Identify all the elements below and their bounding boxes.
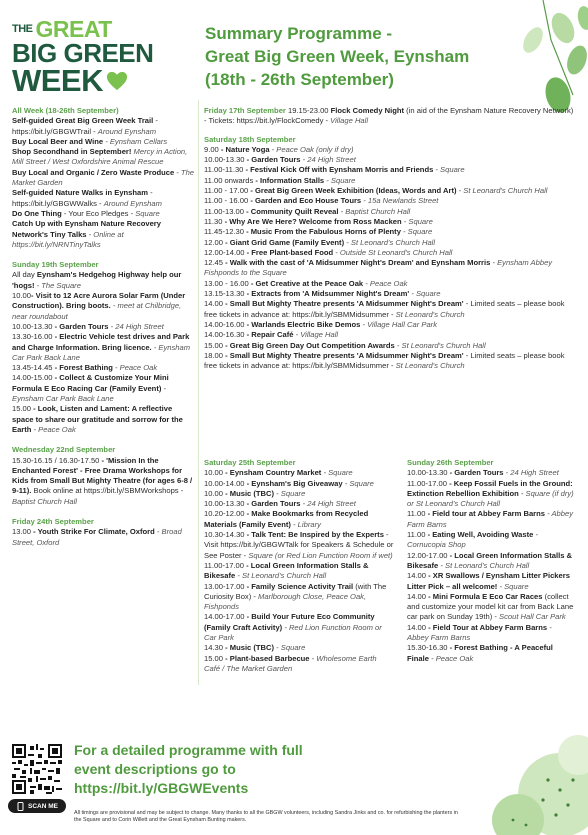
event-location: St Leonard's Church [395, 361, 465, 371]
event-detail: (in aid of the Eynsham Nature Recovery Network) - Tickets: https://bit.ly/FlockComedy - [204, 106, 574, 126]
detailed-programme-callout [74, 741, 384, 798]
event-name: - Repair Café [244, 330, 294, 340]
event-detail: 14.00-16.30 [204, 330, 245, 340]
event-location: - Square [342, 478, 374, 488]
sunday-26-column [407, 458, 575, 664]
event-location: - Square [497, 581, 529, 591]
event-location: - Square [321, 468, 353, 478]
event-name: - Nature Yoga [218, 144, 270, 154]
event-name: - Garden Tours [52, 321, 109, 331]
event-name: Eynsham's Hedgehog Highway help our 'hogs! [12, 270, 182, 290]
event-location: - Cornucopia Shop [407, 530, 538, 550]
event-location: - Library [290, 519, 321, 529]
event-name: Shop Secondhand in September! [12, 147, 132, 157]
event-detail: 11.00 onwards [204, 175, 254, 185]
event-detail: 10.00 [12, 291, 32, 301]
event-location: Mercy in Action, Mill Street / West Oxfordshire Animal Rescue [12, 147, 188, 167]
section-title-saturday-25: Saturday 25th September [204, 458, 296, 467]
event-detail: - https://bit.ly/GBGWTrail - [12, 116, 158, 136]
event-detail: 11.00 - 16.00 [204, 196, 249, 206]
event-item [204, 258, 576, 279]
event-name: - Music From the Fabulous Horns of Plenty [243, 227, 401, 237]
event-item [204, 654, 394, 675]
event-item [204, 499, 394, 509]
event-name: - 'Mission In the Enchanted Forest' - Free Drama Workshops for Kids from Small But Mighty Theatre (for ages 6-8 / 9-11). [12, 455, 193, 496]
event-name: - Family Science Activity Trail [244, 581, 354, 591]
section-title-all-week: All Week (18-26th September) [12, 106, 119, 115]
event-location: - 24 High Street [108, 321, 164, 331]
event-location: - St Leonard's Church Hall [235, 571, 327, 581]
event-item [204, 186, 576, 196]
logo-green: GREEN [63, 38, 154, 68]
event-list [204, 145, 576, 372]
promo-line-1: For a detailed programme with full [74, 742, 303, 758]
event-location: - St Leonard's Church Hall [344, 237, 436, 247]
event-name: - Mini Formula E Eco Car Races [426, 591, 543, 601]
event-detail: 10.30-14.30 [204, 530, 245, 540]
great-big-green-week-logo [12, 18, 162, 96]
page-title [205, 22, 505, 91]
event-location: - Peace Oak (only if dry) [269, 144, 354, 154]
event-detail: 10.00-14.00 [204, 478, 245, 488]
foliage-decoration-icon [448, 725, 588, 835]
event-location: - St Leonard's Church Hall [456, 186, 548, 196]
event-item [204, 106, 576, 127]
event-item [12, 219, 195, 250]
column-divider [198, 100, 199, 685]
event-list [204, 106, 576, 127]
event-item [204, 330, 576, 340]
event-location: Village Hall [330, 116, 369, 126]
event-name: Catch Up with Eynsham Nature Recovery Network's Tiny Talks [12, 219, 161, 239]
event-item [407, 592, 575, 623]
event-item [12, 404, 195, 435]
left-column [12, 106, 195, 548]
event-name: - Extracts from 'A Midsummer Night's Dream' [244, 289, 410, 299]
event-name: - Eynsham's Big Giveaway [244, 478, 343, 488]
event-item [204, 643, 394, 653]
event-item [204, 279, 576, 289]
event-location: - Square [400, 227, 433, 237]
event-location: Scout Hall Car Park [499, 612, 566, 622]
event-location: Around Eynsham [103, 198, 162, 208]
event-item [204, 582, 394, 613]
event-item [407, 571, 575, 592]
title-line-2: Great Big Green Week, Eynsham [205, 47, 470, 66]
event-name: Self-guided Great Big Green Week Trail [12, 116, 154, 126]
event-location: - Square [274, 643, 306, 653]
event-item [12, 168, 195, 189]
event-name: - Garden Tours [447, 468, 504, 478]
event-item [12, 209, 195, 219]
event-detail: 14.00 [407, 591, 427, 601]
event-item [407, 530, 575, 551]
event-detail: 14.00-15.00 [12, 373, 53, 383]
event-name: - Field tour at Abbey Farm Barns [425, 509, 546, 519]
event-detail: 11.00-17.00 [204, 560, 244, 570]
event-item [12, 291, 195, 322]
event-detail: 11.00-11.30 [204, 165, 244, 175]
event-name: Buy Local and Organic / Zero Waste Produce [12, 167, 175, 177]
section-title-wednesday-22: Wednesday 22nd September [12, 445, 116, 455]
event-item [204, 561, 394, 582]
event-name: - Garden Tours [244, 155, 301, 165]
logo-the: THE [12, 23, 33, 35]
event-location: - 24 High Street [300, 155, 356, 165]
event-name: - Collect & Customize Your Mini Formula E Eco Racing Car (Family Event) [12, 373, 169, 393]
event-detail: 10.00-13.30 [204, 499, 245, 509]
event-detail: 13.00-17.00 [204, 581, 245, 591]
event-detail: 15.00 [204, 653, 224, 663]
event-location: - Abbey Farm Barns [407, 509, 574, 529]
event-location: - Square (if dry) or St Leonard's Church Hall [407, 488, 574, 509]
event-location: Marlborough Close, Peace Oak, Fishponds [204, 591, 367, 612]
event-location: - St Leonard's Church Hall [394, 340, 486, 350]
events-link[interactable]: https://bit.ly/GBGWEvents [74, 780, 249, 796]
event-item [12, 270, 195, 291]
qr-code-icon[interactable] [12, 744, 62, 794]
event-location: - meet at Chilbridge, near roundabout [12, 301, 182, 321]
event-detail: 10.00 [204, 488, 224, 498]
event-item [12, 373, 195, 404]
event-detail: 10.00 [204, 468, 224, 478]
event-item [12, 137, 195, 147]
event-name: - Garden Tours [244, 499, 301, 509]
event-detail: 11.00-13.00 [204, 206, 244, 216]
logo-week: WEEK [12, 63, 103, 98]
event-name: - Festival Kick Off with Eynsham Morris and Friends [243, 165, 434, 175]
event-location: - Square [409, 289, 441, 299]
event-detail: 10.20-12.00 [204, 509, 245, 519]
event-detail: 13.00 [12, 527, 32, 537]
section-title-sunday-19: Sunday 19th September [12, 260, 99, 270]
event-name: - Information Stalls [253, 175, 325, 185]
event-detail: 13.30-16.00 [12, 332, 53, 342]
event-location: Baptist Church Hall [12, 496, 77, 506]
scan-me-badge [8, 799, 66, 813]
event-detail: 11.00-17.00 [407, 478, 447, 488]
event-name: - Warlands Electric Bike Demos [244, 319, 361, 329]
event-detail: 18.00 [204, 350, 224, 360]
event-location: - Broad Street, Oxford [12, 527, 182, 547]
event-detail: 10.00-13.30 [204, 155, 245, 165]
event-detail: (with The Curiosity Box) - [204, 581, 387, 601]
event-detail: 14.00-16.00 [204, 319, 245, 329]
event-item [204, 320, 576, 330]
event-item [204, 530, 394, 561]
event-item [204, 489, 394, 499]
event-name: - Make Bookmarks from Recycled Materials (Family Event) [204, 509, 369, 529]
event-name: - Youth Strike For Climate, Oxford [31, 527, 155, 537]
section-title-saturday-18: Saturday 18th September [204, 134, 296, 144]
event-name: Flock Comedy Night [330, 106, 405, 115]
event-detail: 19.15-23.00 [285, 106, 331, 115]
event-detail: 15.00 [204, 340, 224, 350]
event-item [204, 299, 576, 320]
event-item [204, 176, 576, 186]
event-item [204, 196, 576, 206]
logo-big: BIG [12, 38, 57, 68]
event-name: - Get Creative at the Peace Oak [248, 278, 364, 288]
event-name: - Community Quilt Reveal [243, 206, 339, 216]
event-item [204, 227, 576, 237]
event-name: - Music (TBC) [223, 488, 275, 498]
event-location: - Outside St Leonard's Church Hall [333, 247, 453, 257]
event-detail: 14.00 [407, 622, 427, 632]
event-location: - Village Hall Car Park [360, 319, 437, 329]
event-detail: 13.15-13.30 [204, 289, 245, 299]
event-detail: 10.00-13.30 [12, 321, 53, 331]
event-detail: 12.00-14.00 [204, 247, 245, 257]
event-detail: 14.00-17.00 [204, 612, 245, 622]
event-item [12, 116, 195, 137]
event-detail: - Limited seats – please book free tickets in advance at: https://bit.ly/SBMMidsummer - [204, 350, 565, 371]
event-location: - Peace Oak [363, 278, 408, 288]
event-name: - Local Green Information Stalls & Bikesafe [407, 550, 573, 570]
event-detail: Friday 17th September [204, 106, 286, 115]
event-item [407, 643, 575, 664]
event-detail: 10.00-13.30 [407, 468, 448, 478]
event-name: - Walk with the cast of 'A Midsummer Night's Dream' and Eynsham Morris [223, 258, 491, 268]
event-detail: 13.45-14.45 [12, 363, 53, 373]
event-location: - Square [401, 216, 433, 226]
event-item [204, 217, 576, 227]
event-detail: 15.30-16.15 / 16.30-17.50 [12, 455, 100, 465]
event-name: Do One Thing [12, 208, 62, 218]
event-name: - Garden and Eco House Tours [248, 196, 362, 206]
event-location: - The Market Garden [12, 167, 195, 188]
event-detail: All day [12, 270, 35, 280]
event-name: - Talk Tent: Be Inspired by the Experts [244, 530, 384, 540]
event-location: Around Eynsham [97, 126, 157, 136]
event-name: - Music (TBC) [223, 643, 275, 653]
event-list [12, 270, 195, 435]
scan-me-label: SCAN ME [28, 802, 58, 810]
event-detail: - Visit https://bit.ly/GBGWTalk for Speakers & Schedule or See Poster - [204, 530, 394, 560]
event-item [407, 623, 575, 644]
event-name: - Keep Fossil Fuels in the Ground: Extinction Rebellion Exhibition [407, 478, 573, 498]
event-location: - Eynsham Cellars [103, 136, 168, 146]
event-location: - Red Lion Function Room or Car Park [204, 622, 382, 643]
title-line-3: (18th - 26th September) [205, 70, 394, 89]
event-item [204, 289, 576, 299]
event-location: - 24 High Street [300, 499, 356, 509]
event-item [407, 479, 575, 510]
event-location: - Village Hall [293, 330, 339, 340]
event-item [204, 207, 576, 217]
event-detail: 12.00 [204, 237, 224, 247]
event-location: - Peace Oak [428, 653, 474, 663]
event-name: - Build Your Future Eco Community (Family Craft Activity) [204, 612, 375, 632]
event-name: Self-guided Nature Walks in Eynsham [12, 188, 149, 198]
event-item [204, 468, 394, 478]
event-item [12, 363, 195, 373]
event-item [12, 332, 195, 363]
event-name: - Giant Grid Game (Family Event) [223, 237, 345, 247]
event-detail: 15.00 [12, 404, 32, 414]
event-detail: 14.00 [407, 571, 427, 581]
event-detail: 9.00 [204, 144, 219, 154]
event-location: Square [135, 208, 160, 218]
event-item [204, 612, 394, 643]
event-name: - Visit to 12 Acre Aurora Solar Farm (Under Construction). Bring boots. [12, 291, 186, 311]
event-location: - Square [433, 165, 465, 175]
event-detail: - https://bit.ly/GBGWWalks - [12, 188, 153, 208]
event-location: - Peace Oak [112, 363, 158, 373]
event-detail: 14.30 [204, 643, 224, 653]
promo-line-2: event descriptions go to [74, 761, 236, 777]
event-location: - Peace Oak [31, 424, 76, 434]
event-location: - Eynsham Car Park Back Lane [12, 342, 191, 362]
event-location: - Eynsham Car Park Back Lane [12, 383, 167, 404]
event-location: - St Leonard's Church Hall [438, 560, 530, 570]
event-detail: 15.30-16.30 [407, 643, 448, 653]
event-item [204, 165, 576, 175]
event-name: - Great Big Green Week Exhibition (Ideas, Words and Art) [248, 186, 457, 196]
event-name: - XR Swallows / Eynsham Litter Pickers Litter Pick – all welcome! [407, 571, 570, 591]
event-name: - Why Are We Here? Welcome from Ross Macken [222, 216, 402, 226]
heart-icon [106, 70, 128, 92]
event-item [204, 238, 576, 248]
event-detail: 14.00 [204, 299, 224, 309]
event-item [12, 147, 195, 168]
event-detail: 11.00 - 17.00 [204, 186, 249, 196]
event-detail: (collect and customize your model kit car from Back Lane car park on Sunday 19th) - [407, 591, 574, 622]
event-detail: 12.00-17.00 [407, 550, 448, 560]
event-location: - The Square [34, 280, 81, 290]
event-list [12, 456, 195, 507]
event-detail: 13.00 - 16.00 [204, 278, 249, 288]
event-item [407, 509, 575, 530]
leaves-decoration-icon [503, 0, 588, 120]
event-location: St Leonard's Church [395, 309, 465, 319]
event-location: - Square [274, 488, 306, 498]
event-name: - Eating Well, Avoiding Waste [425, 530, 534, 540]
event-location: Square (or Red Lion Function Room if wet) [248, 550, 393, 560]
event-detail: 11.30 [204, 216, 223, 226]
event-detail: - Limited seats – please book free tickets in advance at: https://bit.ly/SBMMidsummer - [204, 299, 565, 319]
event-item [12, 188, 195, 209]
event-name: - Plant-based Barbecue [223, 653, 310, 663]
event-list [12, 116, 195, 250]
event-location: - Abbey Farm Barns [407, 622, 552, 643]
event-item [204, 479, 394, 489]
section-title-sunday-26: Sunday 26th September [407, 458, 494, 467]
event-item [204, 341, 576, 351]
event-item [407, 551, 575, 572]
event-name: - Eynsham Country Market [223, 468, 322, 478]
event-item [12, 456, 195, 507]
event-location: - Eynsham Abbey Fishponds to the Square [204, 258, 553, 278]
event-item [12, 527, 195, 548]
event-detail: 11.00 [407, 509, 426, 519]
title-line-1: Summary Programme - [205, 24, 393, 43]
event-list [12, 527, 195, 548]
event-item [204, 351, 576, 372]
event-name: - Look, Listen and Lament: A reflective space to share our gratitude and sorrow for the Earth [12, 404, 183, 434]
event-name: - Great Big Green Day Out Competition Awards [223, 340, 395, 350]
event-detail: - Your Eco Pledges - [61, 208, 136, 218]
event-list [407, 468, 575, 664]
event-item [204, 248, 576, 258]
event-detail: 11.45-12.30 [204, 227, 244, 237]
event-location: - 24 High Street [503, 468, 559, 478]
event-name: - Forest Bathing - A Peaceful Finale [407, 643, 553, 663]
phone-icon [16, 802, 25, 811]
section-title-friday-24: Friday 24th September [12, 516, 94, 526]
logo-great: GREAT [35, 16, 112, 42]
event-location: - Square [324, 175, 356, 185]
event-name: - Local Green Information Stalls & Bikesafe [204, 560, 369, 581]
event-detail: 11.00 [407, 530, 426, 540]
event-name: - Free Plant-based Food [244, 247, 334, 257]
event-name: - Small But Mighty Theatre presents 'A Midsummer Night's Dream' [223, 350, 464, 360]
event-location: - Baptist Church Hall [338, 206, 411, 216]
saturday-25-column [204, 458, 394, 674]
event-name: - Small But Mighty Theatre presents 'A Midsummer Night's Dream' [223, 299, 464, 309]
event-name: - Forest Bathing [52, 363, 113, 373]
event-item [12, 322, 195, 332]
event-item [204, 509, 394, 530]
event-location: - 15a Newlands Street [361, 196, 439, 206]
event-list [204, 468, 394, 674]
event-location: - Wholesome Earth Café / The Market Garden [204, 653, 377, 673]
event-name: - Electric Vehicle test drives and Park and Charge Information. Bring licence. [12, 332, 190, 352]
event-item [204, 155, 576, 165]
footnote: All timings are provisional and may be subject to change. Many thanks to all the GBGW volunteers, including Sandra Jinks and co. for refurbishing the planters in the Square and to Corin Willett and the Great Eynsham Bunting makers. [74, 810, 458, 824]
middle-column [204, 106, 576, 371]
event-detail: Book online at https://bit.ly/SBMWorkshops - [31, 486, 184, 496]
event-name: - Field Tour at Abbey Farm Barns [426, 622, 548, 632]
event-location: - Online at https://bit.ly/NRNTinyTalks [12, 229, 124, 249]
event-item [204, 145, 576, 155]
event-name: Buy Local Beer and Wine [12, 136, 104, 146]
event-detail: 12.45 [204, 258, 224, 268]
event-item [407, 468, 575, 478]
